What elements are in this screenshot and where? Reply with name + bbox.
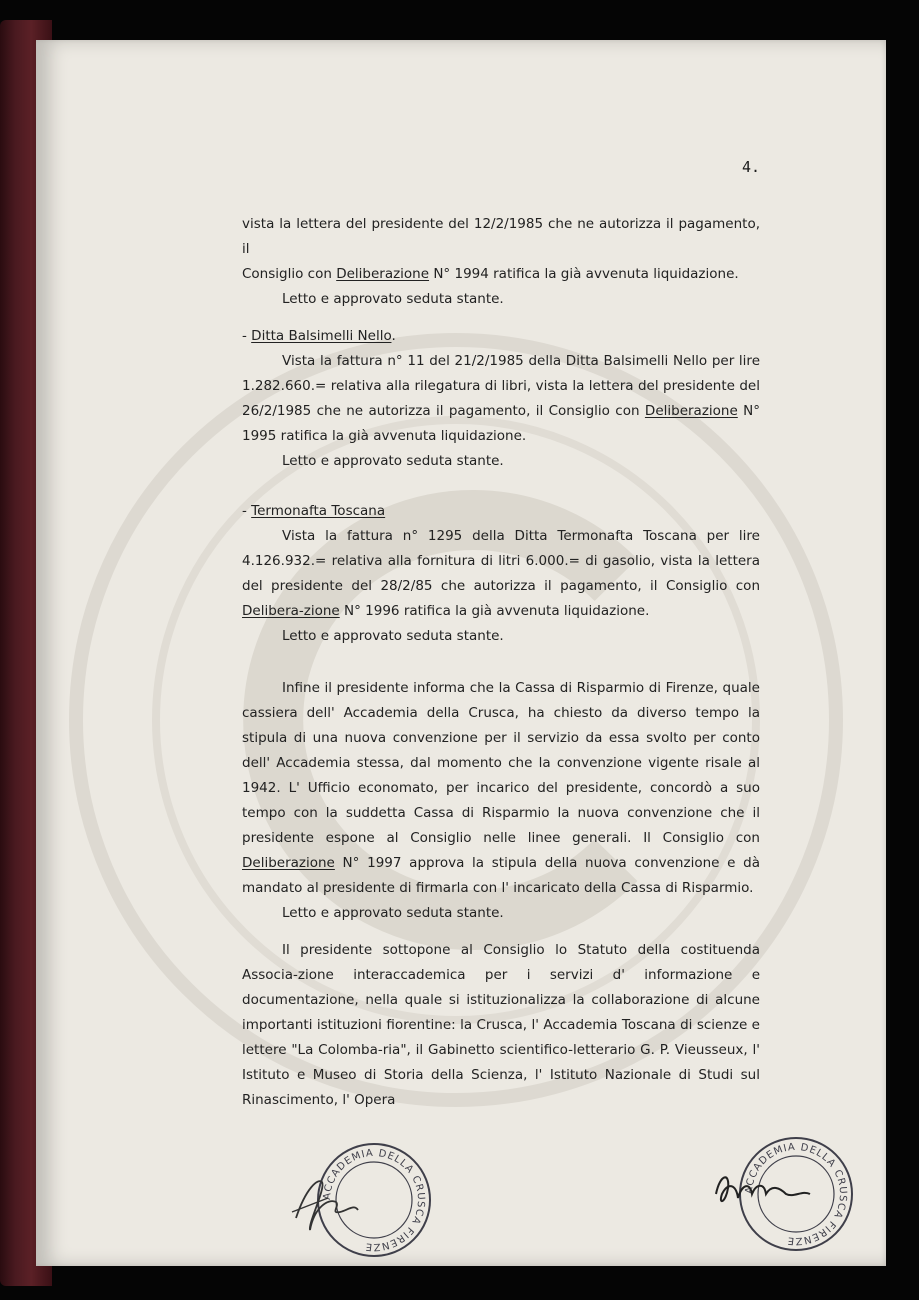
section-statuto-associazione xyxy=(242,938,760,1113)
underlined-term: Deliberazione xyxy=(336,266,430,282)
section-heading xyxy=(242,499,760,524)
approval-line: Letto e approvato seduta stante. xyxy=(282,905,504,921)
text-span: N° 1995 ratifica la già avvenuta liquidazione. xyxy=(242,403,760,444)
section-ditta-balsimelli xyxy=(242,324,760,474)
text-span: - xyxy=(242,328,252,344)
paragraph xyxy=(242,524,760,624)
paragraph-liquidation-1994 xyxy=(242,212,760,312)
section-heading xyxy=(242,324,760,349)
underlined-term: Deliberazione xyxy=(242,855,335,871)
underlined-term: Ditta Balsimelli Nello xyxy=(251,328,392,344)
text-span: - xyxy=(242,503,252,519)
page-number: 4. xyxy=(742,158,761,176)
text-span: Infine il presidente informa che la Cassa di Risparmio di Firenze, quale cassiera dell' Accademia della Crusca, ha chiesto da diverso tempo la stipula di una nuova convenzione per il servizio da essa svolto per conto dell' Accademia stessa, dal momento che la convenzione vigente risale al 1942. L' Ufficio economato, per incarico del presidente, concordò a suo tempo con la suddetta Cassa di Risparmio la nuova convenzione che il presidente espone al Consiglio nelle linee generali. Il Consiglio con xyxy=(242,680,760,846)
signature-left xyxy=(288,1168,378,1238)
text-span: N° 1996 ratifica la già avvenuta liquidazione. xyxy=(339,603,650,619)
text-line xyxy=(242,262,760,287)
text-span: Vista la fattura n° 11 del 21/2/1985 della Ditta Balsimelli Nello per lire 1.282.660.= relativa alla rilegatura di libri, vista la lettera del presidente del 26/2/1985 che ne autorizza il pagamento, il Consiglio con xyxy=(242,353,760,419)
underlined-term: Termonafta Toscana xyxy=(251,503,386,519)
underlined-term: Delibera-zione xyxy=(242,603,340,619)
text-span: . xyxy=(391,328,396,344)
approval-line: Letto e approvato seduta stante. xyxy=(282,628,504,644)
text-span: N° 1997 approva la stipula della nuova convenzione e dà mandato al presidente di firmarla con l' incaricato della Cassa di Risparmio. xyxy=(242,855,760,896)
approval-line: Letto e approvato seduta stante. xyxy=(282,453,504,469)
stamp-right-text: ACCADEMIA DELLA CRUSCA FIRENZE xyxy=(743,1141,849,1247)
text-span: N° 1994 ratifica la già avvenuta liquidazione. xyxy=(429,266,739,282)
paragraph xyxy=(242,676,760,901)
section-termonafta-toscana xyxy=(242,499,760,649)
text-span: Consiglio con xyxy=(242,266,337,282)
underlined-term: Deliberazione xyxy=(644,403,738,419)
paragraph xyxy=(242,349,760,449)
signature-right xyxy=(706,1154,826,1224)
section-cassa-risparmio xyxy=(242,676,760,926)
text-line: vista la lettera del presidente del 12/2/1985 che ne autorizza il pagamento, il xyxy=(242,216,760,257)
document-page xyxy=(36,40,886,1266)
text-span: Vista la fattura n° 1295 della Ditta Termonafta Toscana per lire 4.126.932.= relativa alla fornitura di litri 6.000.= di gasolio, vista la lettera del presidente del 28/2/85 che autorizza il pagamento, il Consiglio con xyxy=(242,528,760,594)
approval-line: Letto e approvato seduta stante. xyxy=(282,291,504,307)
stamp-left-text: ACCADEMIA DELLA CRUSCA FIRENZE xyxy=(321,1147,427,1253)
paragraph: Il presidente sottopone al Consiglio lo Statuto della costituenda Associa-zione interaccademica per i servizi d' informazione e documentazione, nella quale si istituzionalizza la collaborazione di alcune importanti istituzioni fiorentine: la Crusca, l' Accademia Toscana di scienze e lettere "La Colomba-ria", il Gabinetto scientifico-letterario G. P. Vieusseux, l' Istituto e Museo di Storia della Scienza, l' Istituto Nazionale di Studi sul Rinascimento, l' Opera xyxy=(242,942,760,1108)
